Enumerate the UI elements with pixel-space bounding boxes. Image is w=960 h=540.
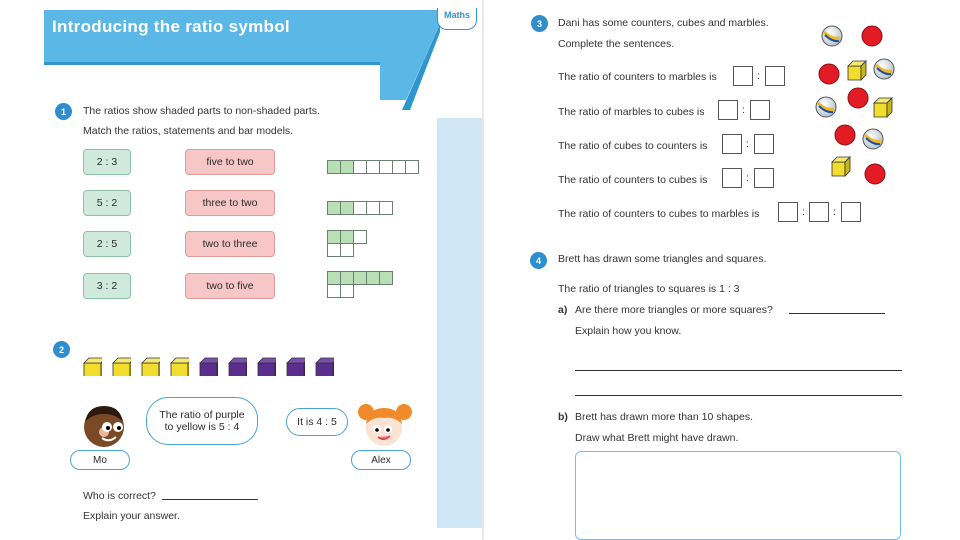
unshaded-cell <box>405 160 419 174</box>
answer-box-2b[interactable] <box>750 100 770 120</box>
alex-speech-text: It is 4 : 5 <box>297 416 337 428</box>
unshaded-cell <box>366 160 380 174</box>
bar-model-row <box>327 271 392 285</box>
counter-icon <box>819 64 839 84</box>
bar-model-4[interactable] <box>327 271 392 297</box>
unshaded-cell <box>353 201 367 215</box>
answer-box-1b[interactable] <box>765 66 785 86</box>
yellow-cube-icon <box>112 357 131 376</box>
mo-name-tag: Mo <box>70 450 130 470</box>
unshaded-cell <box>366 201 380 215</box>
bar-model-row <box>327 230 366 244</box>
purple-cube-icon <box>257 357 276 376</box>
ratio-colon: : <box>833 206 836 218</box>
mo-face-icon <box>76 402 132 450</box>
shaded-cell <box>340 160 354 174</box>
mo-speech-bubble <box>146 397 258 445</box>
unshaded-cell <box>353 230 367 244</box>
bar-model-3[interactable] <box>327 230 366 256</box>
shaded-cell <box>327 230 341 244</box>
purple-cube-icon <box>228 357 247 376</box>
ratio-colon: : <box>757 70 760 82</box>
counter-icon <box>865 164 885 184</box>
q2-answer-line[interactable] <box>162 499 258 500</box>
q4-part-b-label: b) <box>558 411 568 423</box>
marble-icon <box>822 26 842 46</box>
cube-icon <box>874 98 892 117</box>
unshaded-cell <box>379 201 393 215</box>
q1-instruction-line2: Match the ratios, statements and bar models. <box>83 125 294 137</box>
q4-part-a-explain: Explain how you know. <box>575 325 682 337</box>
unshaded-cell <box>340 284 354 298</box>
bar-model-row <box>327 160 418 174</box>
answer-box-5b[interactable] <box>809 202 829 222</box>
unshaded-cell <box>327 243 341 257</box>
q3-instruction-line1: Dani has some counters, cubes and marbles. <box>558 17 769 29</box>
answer-box-5c[interactable] <box>841 202 861 222</box>
page-gutter <box>482 0 484 540</box>
q4-instruction-line1: Brett has drawn some triangles and squares. <box>558 253 767 265</box>
unshaded-cell <box>379 160 393 174</box>
sentence-1: The ratio of counters to marbles is <box>558 71 717 83</box>
cube-icon <box>832 157 850 176</box>
side-panel-decoration <box>437 118 482 528</box>
header-wedge-decoration <box>380 10 440 110</box>
q4-part-b-instruction: Draw what Brett might have drawn. <box>575 432 739 444</box>
purple-cube-icon <box>315 357 334 376</box>
unshaded-cell <box>340 243 354 257</box>
sentence-4: The ratio of counters to cubes is <box>558 174 708 186</box>
alex-name-tag: Alex <box>351 450 411 470</box>
q2-question: Who is correct? <box>83 490 156 502</box>
yellow-cube-icon <box>83 357 102 376</box>
q3-instruction-line2: Complete the sentences. <box>558 38 675 50</box>
unshaded-cell <box>353 160 367 174</box>
q2-explain: Explain your answer. <box>83 510 180 522</box>
answer-box-4b[interactable] <box>754 168 774 188</box>
shaded-cell <box>340 271 354 285</box>
ratio-colon: : <box>742 104 745 116</box>
yellow-cube-icon <box>141 357 160 376</box>
bar-model-2[interactable] <box>327 201 392 214</box>
ratio-box-1[interactable]: 2 : 3 <box>83 149 131 175</box>
shaded-cell <box>327 201 341 215</box>
q4-part-a-label: a) <box>558 304 568 316</box>
ratio-colon: : <box>746 172 749 184</box>
sentence-5: The ratio of counters to cubes to marbles is <box>558 208 760 220</box>
q3-objects-illustration <box>810 20 900 190</box>
q1-instruction-line1: The ratios show shaded parts to non-shaded parts. <box>83 105 320 117</box>
shaded-cell <box>366 271 380 285</box>
ratio-box-4[interactable]: 3 : 2 <box>83 273 131 299</box>
question-3-number: 3 <box>531 15 548 32</box>
question-2-number: 2 <box>53 341 70 358</box>
marble-icon <box>816 97 836 117</box>
cube-icon <box>848 61 866 80</box>
statement-box-2[interactable]: three to two <box>185 190 275 216</box>
shaded-cell <box>340 201 354 215</box>
counter-icon <box>835 125 855 145</box>
purple-cube-icon <box>286 357 305 376</box>
statement-box-4[interactable]: two to five <box>185 273 275 299</box>
marble-icon <box>863 129 883 149</box>
sentence-2: The ratio of marbles to cubes is <box>558 106 705 118</box>
unshaded-cell <box>327 284 341 298</box>
answer-box-1a[interactable] <box>733 66 753 86</box>
bar-model-row <box>327 201 392 215</box>
ratio-colon: : <box>746 138 749 150</box>
shaded-cell <box>353 271 367 285</box>
purple-cube-icon <box>199 357 218 376</box>
statement-box-1[interactable]: five to two <box>185 149 275 175</box>
question-4-number: 4 <box>530 252 547 269</box>
shaded-cell <box>327 271 341 285</box>
answer-box-3b[interactable] <box>754 134 774 154</box>
subject-tag: Maths <box>437 8 477 30</box>
header-stripe <box>44 62 406 65</box>
yellow-cube-icon <box>170 357 189 376</box>
unshaded-cell <box>392 160 406 174</box>
q4-part-b-question: Brett has drawn more than 10 shapes. <box>575 411 754 423</box>
counter-icon <box>848 88 868 108</box>
worksheet-title: Introducing the ratio symbol <box>52 17 290 36</box>
alex-speech-bubble <box>286 408 348 436</box>
mo-speech-text: The ratio of purple to yellow is 5 : 4 <box>159 409 245 433</box>
shaded-cell <box>379 271 393 285</box>
q4a-explain-line-2[interactable] <box>575 395 902 396</box>
sentence-3: The ratio of cubes to counters is <box>558 140 708 152</box>
statement-box-3[interactable]: two to three <box>185 231 275 257</box>
answer-box-4a[interactable] <box>722 168 742 188</box>
question-1-number: 1 <box>55 103 72 120</box>
answer-box-5a[interactable] <box>778 202 798 222</box>
bar-model-row <box>327 243 366 257</box>
bar-model-row <box>327 284 392 298</box>
q4b-drawing-box[interactable] <box>575 451 901 540</box>
ratio-colon: : <box>802 206 805 218</box>
marble-icon <box>874 59 894 79</box>
shaded-cell <box>340 230 354 244</box>
counter-icon <box>862 26 882 46</box>
shaded-cell <box>327 160 341 174</box>
alex-face-icon <box>354 402 414 450</box>
bar-model-1[interactable] <box>327 160 418 173</box>
q4-ratio-statement: The ratio of triangles to squares is 1 : 3 <box>558 283 740 295</box>
q4a-answer-line[interactable] <box>789 313 885 314</box>
q4-part-a-question: Are there more triangles or more squares? <box>575 304 773 316</box>
answer-box-3a[interactable] <box>722 134 742 154</box>
ratio-box-2[interactable]: 5 : 2 <box>83 190 131 216</box>
ratio-box-3[interactable]: 2 : 5 <box>83 231 131 257</box>
answer-box-2a[interactable] <box>718 100 738 120</box>
q4a-explain-line-1[interactable] <box>575 370 902 371</box>
